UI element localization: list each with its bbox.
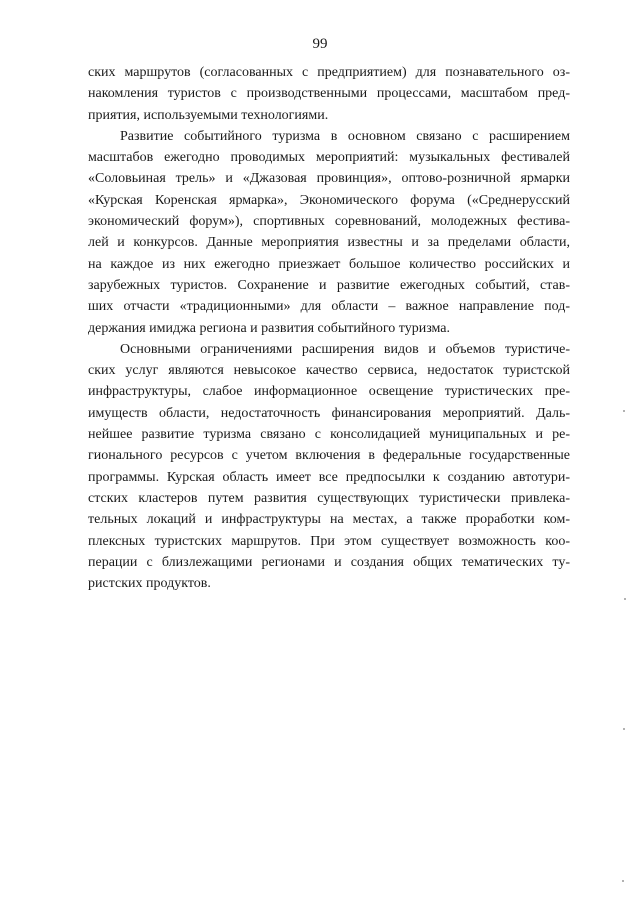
paragraph-3 — [88, 339, 570, 595]
text-line: ших отчасти «традиционными» для области – важное направление под- — [88, 299, 570, 315]
text-line: тельных локаций и инфраструктуры на местах, а также проработки ком- — [88, 512, 570, 528]
text-line: программы. Курская область имеет все предпосылки к созданию автотури- — [88, 469, 570, 485]
text-line: на каждое из них ежегодно приезжает большое количество российских и — [88, 256, 570, 272]
paragraph-2 — [88, 126, 570, 339]
text-line: ских услуг являются невысокое качество сервиса, недостаток туристской — [88, 363, 570, 379]
text-line: инфраструктуры, слабое информационное освещение туристических пре- — [88, 384, 570, 400]
text-line: перации с близлежащими регионами и создания общих тематических ту- — [88, 554, 570, 570]
text-line: плексных туристских маршрутов. При этом существует возможность коо- — [88, 533, 570, 549]
text-line: накомления туристов с производственными процессами, масштабом пред- — [88, 86, 570, 102]
text-line: гионального ресурсов с учетом включения в федеральные государственные — [88, 448, 570, 464]
text-line: ристских продуктов. — [88, 576, 211, 592]
text-line: нейшее развитие туризма связано с консолидацией муниципальных и ре- — [88, 427, 570, 443]
scan-speck — [623, 410, 625, 412]
text-line: масштабов ежегодно проводимых мероприятий: музыкальных фестивалей — [88, 150, 570, 166]
text-line: Основными ограничениями расширения видов и объемов туристиче- — [120, 341, 570, 357]
scan-speck — [624, 598, 626, 600]
text-line: зарубежных туристов. Сохранение и развитие ежегодных событий, став- — [88, 277, 570, 293]
text-line: приятия, используемыми технологиями. — [88, 107, 329, 123]
scan-speck — [622, 880, 624, 882]
body-text — [88, 62, 570, 594]
text-line: «Курская Коренская ярмарка», Экономического форума («Среднерусский — [88, 192, 570, 208]
paragraph-1 — [88, 62, 570, 126]
page-number: 99 — [312, 36, 328, 52]
text-line: имуществ области, недостаточность финансирования мероприятий. Даль- — [88, 405, 570, 421]
text-line: «Соловьиная трель» и «Джазовая провинция», оптово-розничной ярмарки — [88, 171, 570, 187]
text-line: экономический форум»), спортивных соревнований, молодежных фестива- — [88, 214, 570, 230]
text-line: стских кластеров путем развития существующих туристически привлека- — [88, 490, 570, 506]
text-line: Развитие событийного туризма в основном связано с расширением — [120, 128, 570, 144]
text-line: держания имиджа региона и развития событийного туризма. — [88, 320, 451, 336]
text-line: ских маршрутов (согласованных с предприятием) для познавательного оз- — [88, 65, 570, 80]
scan-speck — [623, 728, 625, 730]
text-line: лей и конкурсов. Данные мероприятия известны и за пределами области, — [88, 235, 570, 251]
